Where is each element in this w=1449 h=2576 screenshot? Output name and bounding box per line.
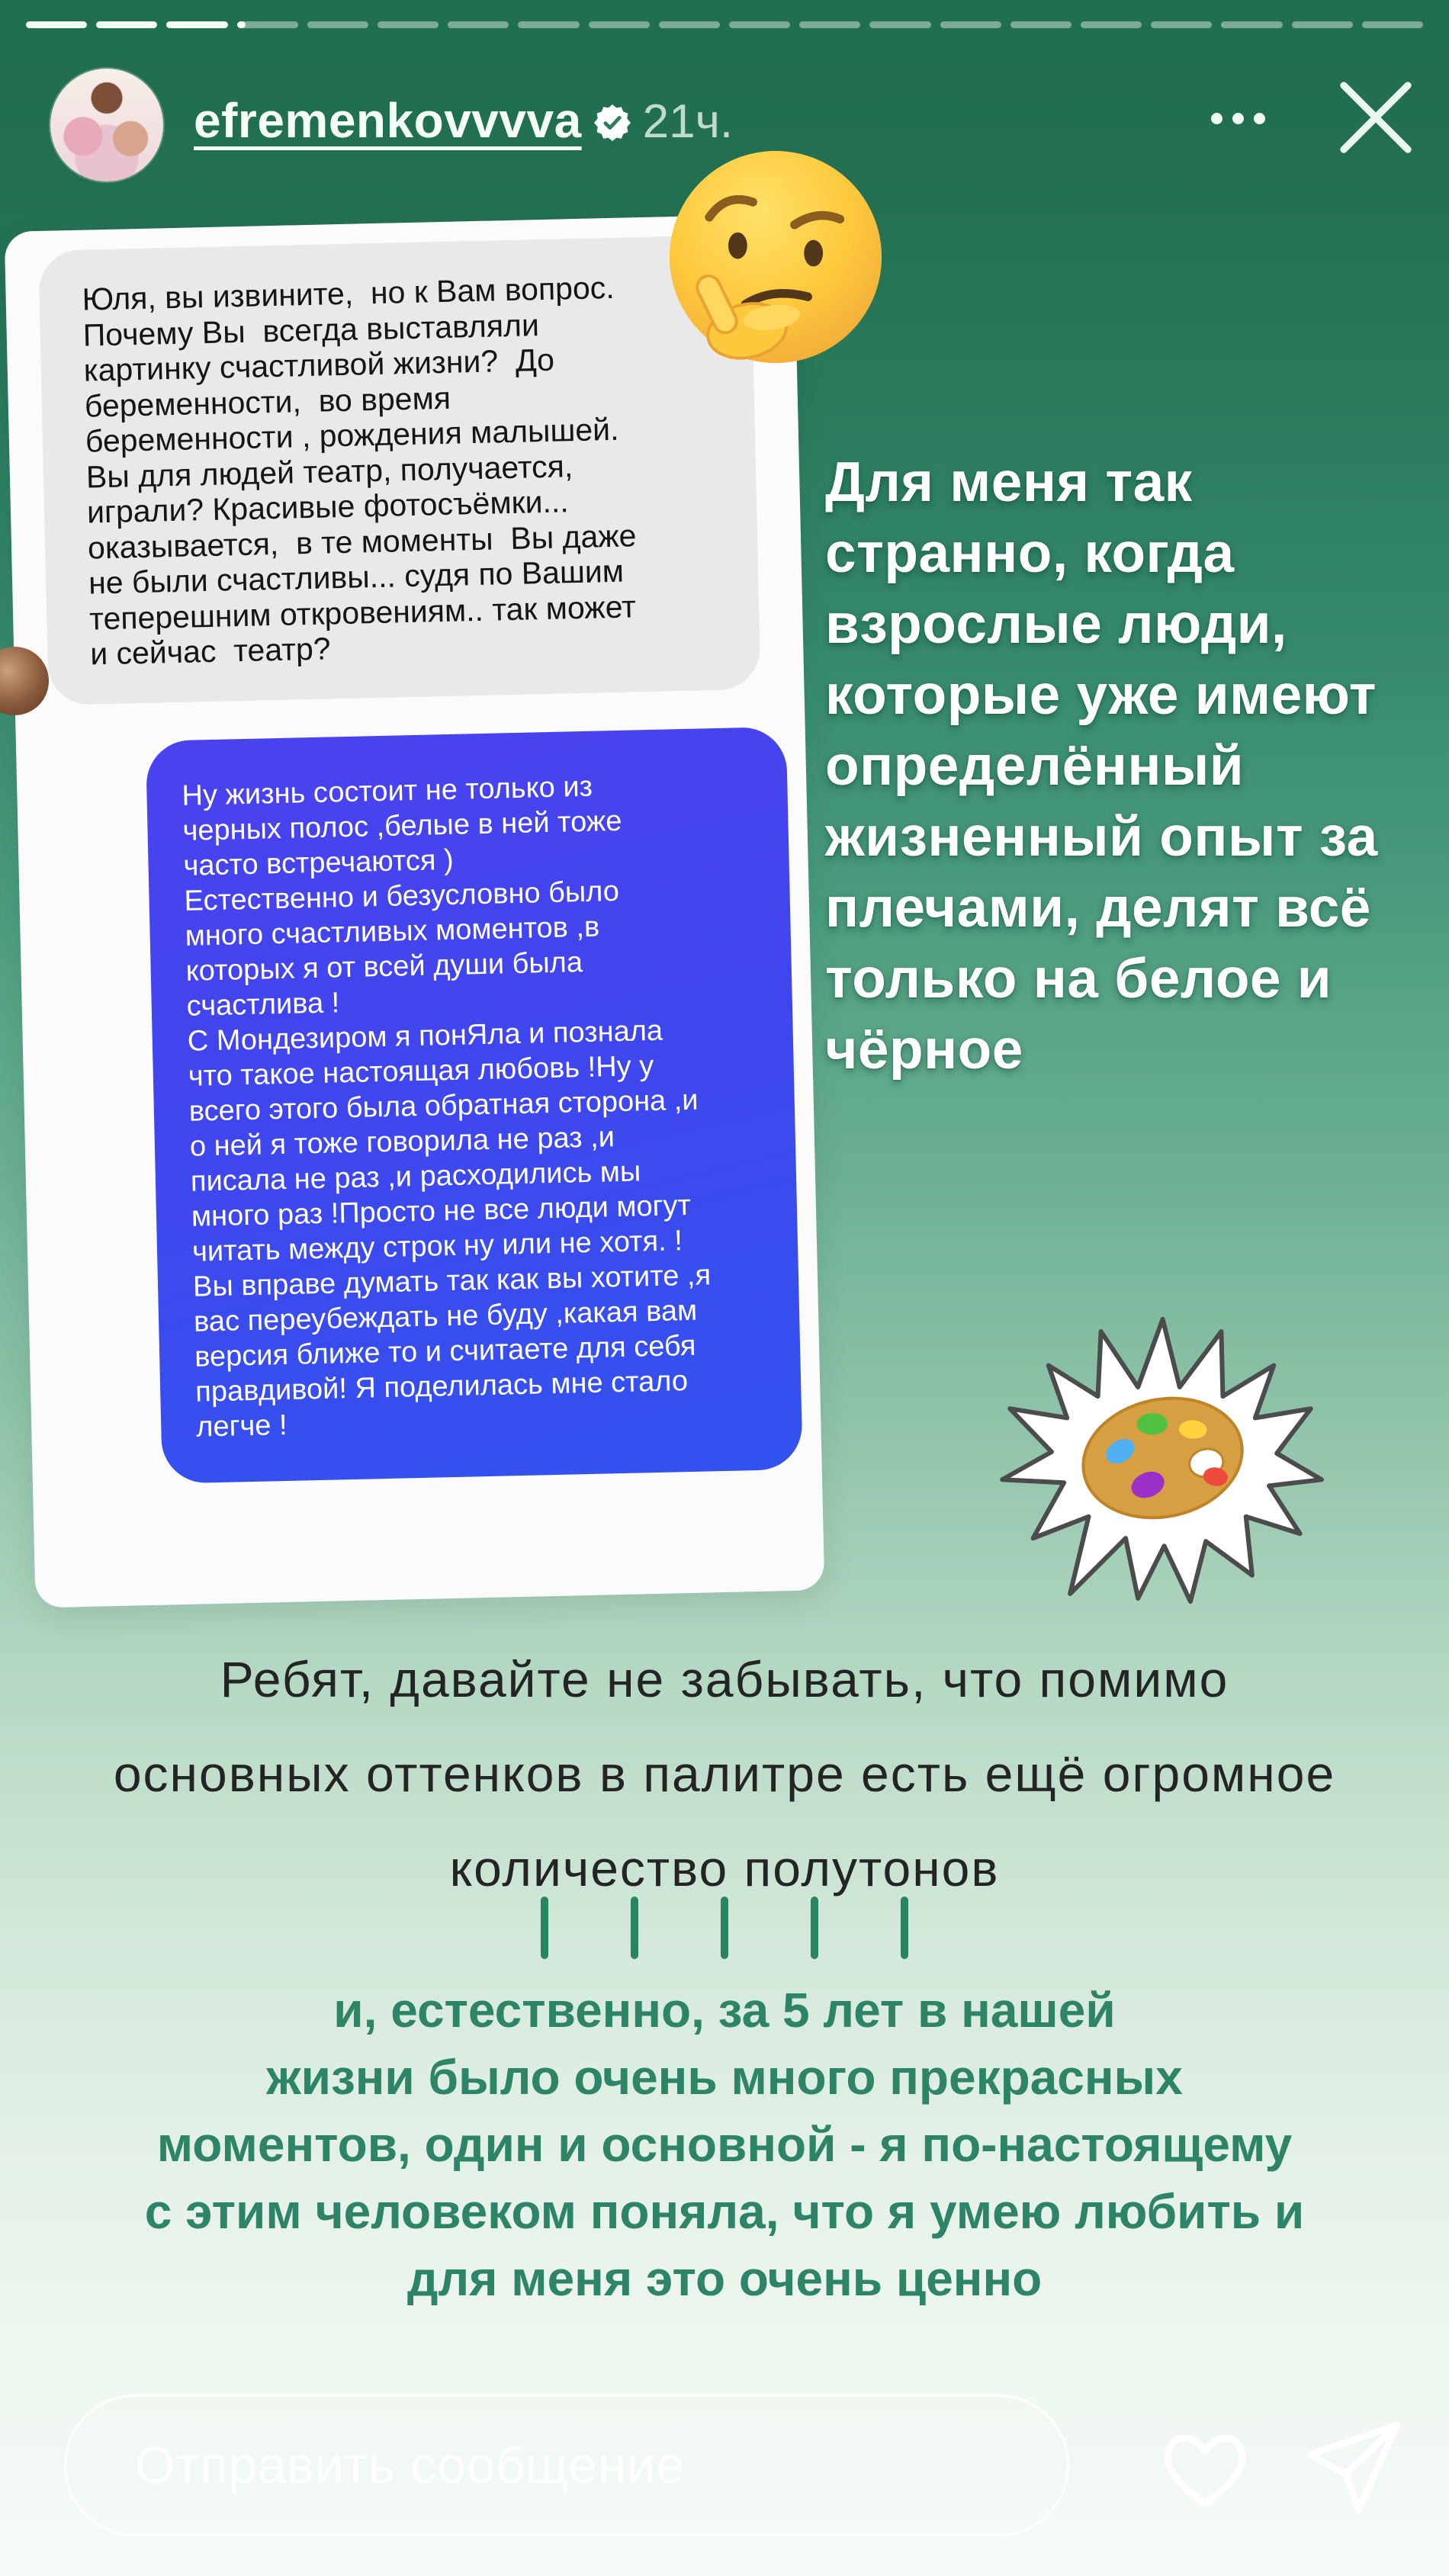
message-input-placeholder: Отправить сообщение bbox=[135, 2436, 686, 2494]
reply-message-bubble: Ну жизнь состоит не только из черных полос ,белые в ней тоже часто встречаются ) Естественно и безусловно было много счастливых моментов ,в которых я от всей души была счастлива ! С Мондезиром я понЯла и познала что такое настоящая любовь !Ну у всего этого была обратная сторона ,и о ней я тоже говорила не раз ,и писала не раз ,и расходились мы много раз !Просто не все люди могут читать между строк ну или не хотя. ! Вы вправе думать так как вы хотите ,я вас переубеждать не буду ,какая вам версия ближе то и считаете для себя правдивой! Я поделилась мне стало легче ! bbox=[146, 727, 803, 1484]
caption-black-text: Ребят, давайте не забывать, что помимо основных оттенков в палитре есть ещё огромное количество полутонов bbox=[113, 1651, 1336, 1897]
tally-marks bbox=[541, 1897, 908, 1959]
caption-green-text: и, естественно, за 5 лет в нашей жизни было очень много прекрасных моментов, один и основной - я по-настоящему с этим человеком поняла, что я умею любить и для меня это очень ценно bbox=[144, 1983, 1305, 2306]
thinking-face-emoji bbox=[662, 143, 889, 371]
story-progress-bar bbox=[26, 21, 1423, 28]
avatar[interactable] bbox=[50, 69, 163, 181]
username[interactable]: efremenkovvvva bbox=[194, 92, 582, 148]
share-paper-plane-icon[interactable] bbox=[1301, 2419, 1403, 2517]
like-heart-icon[interactable] bbox=[1156, 2423, 1254, 2515]
close-icon[interactable] bbox=[1333, 76, 1418, 159]
story-text-overlay-white: Для меня так странно, когда взрослые люди, которые уже имеют определённый жизненный опыт за плечами, делят всё только на белое и чёрное bbox=[825, 451, 1378, 1081]
artist-palette-emoji-burst bbox=[990, 1306, 1329, 1617]
verified-badge-icon bbox=[594, 104, 631, 141]
chat-screenshot bbox=[5, 214, 825, 1608]
message-input[interactable] bbox=[64, 2395, 1069, 2536]
story-timestamp: 21ч. bbox=[642, 95, 734, 148]
more-options-icon[interactable] bbox=[1211, 113, 1265, 124]
incoming-message-bubble: Юля, вы извините, но к Вам вопрос. Почему Вы всегда выставляли картинку счастливой жизни? До беременности, во время беременности , рождения малышей. Вы для людей театр, получается, играли? Красивые фотосъёмки... оказывается, в те моменты Вы даже не были счастливы... судя по Вашим теперешним откровениям.. так может и сейчас театр? bbox=[38, 235, 760, 705]
